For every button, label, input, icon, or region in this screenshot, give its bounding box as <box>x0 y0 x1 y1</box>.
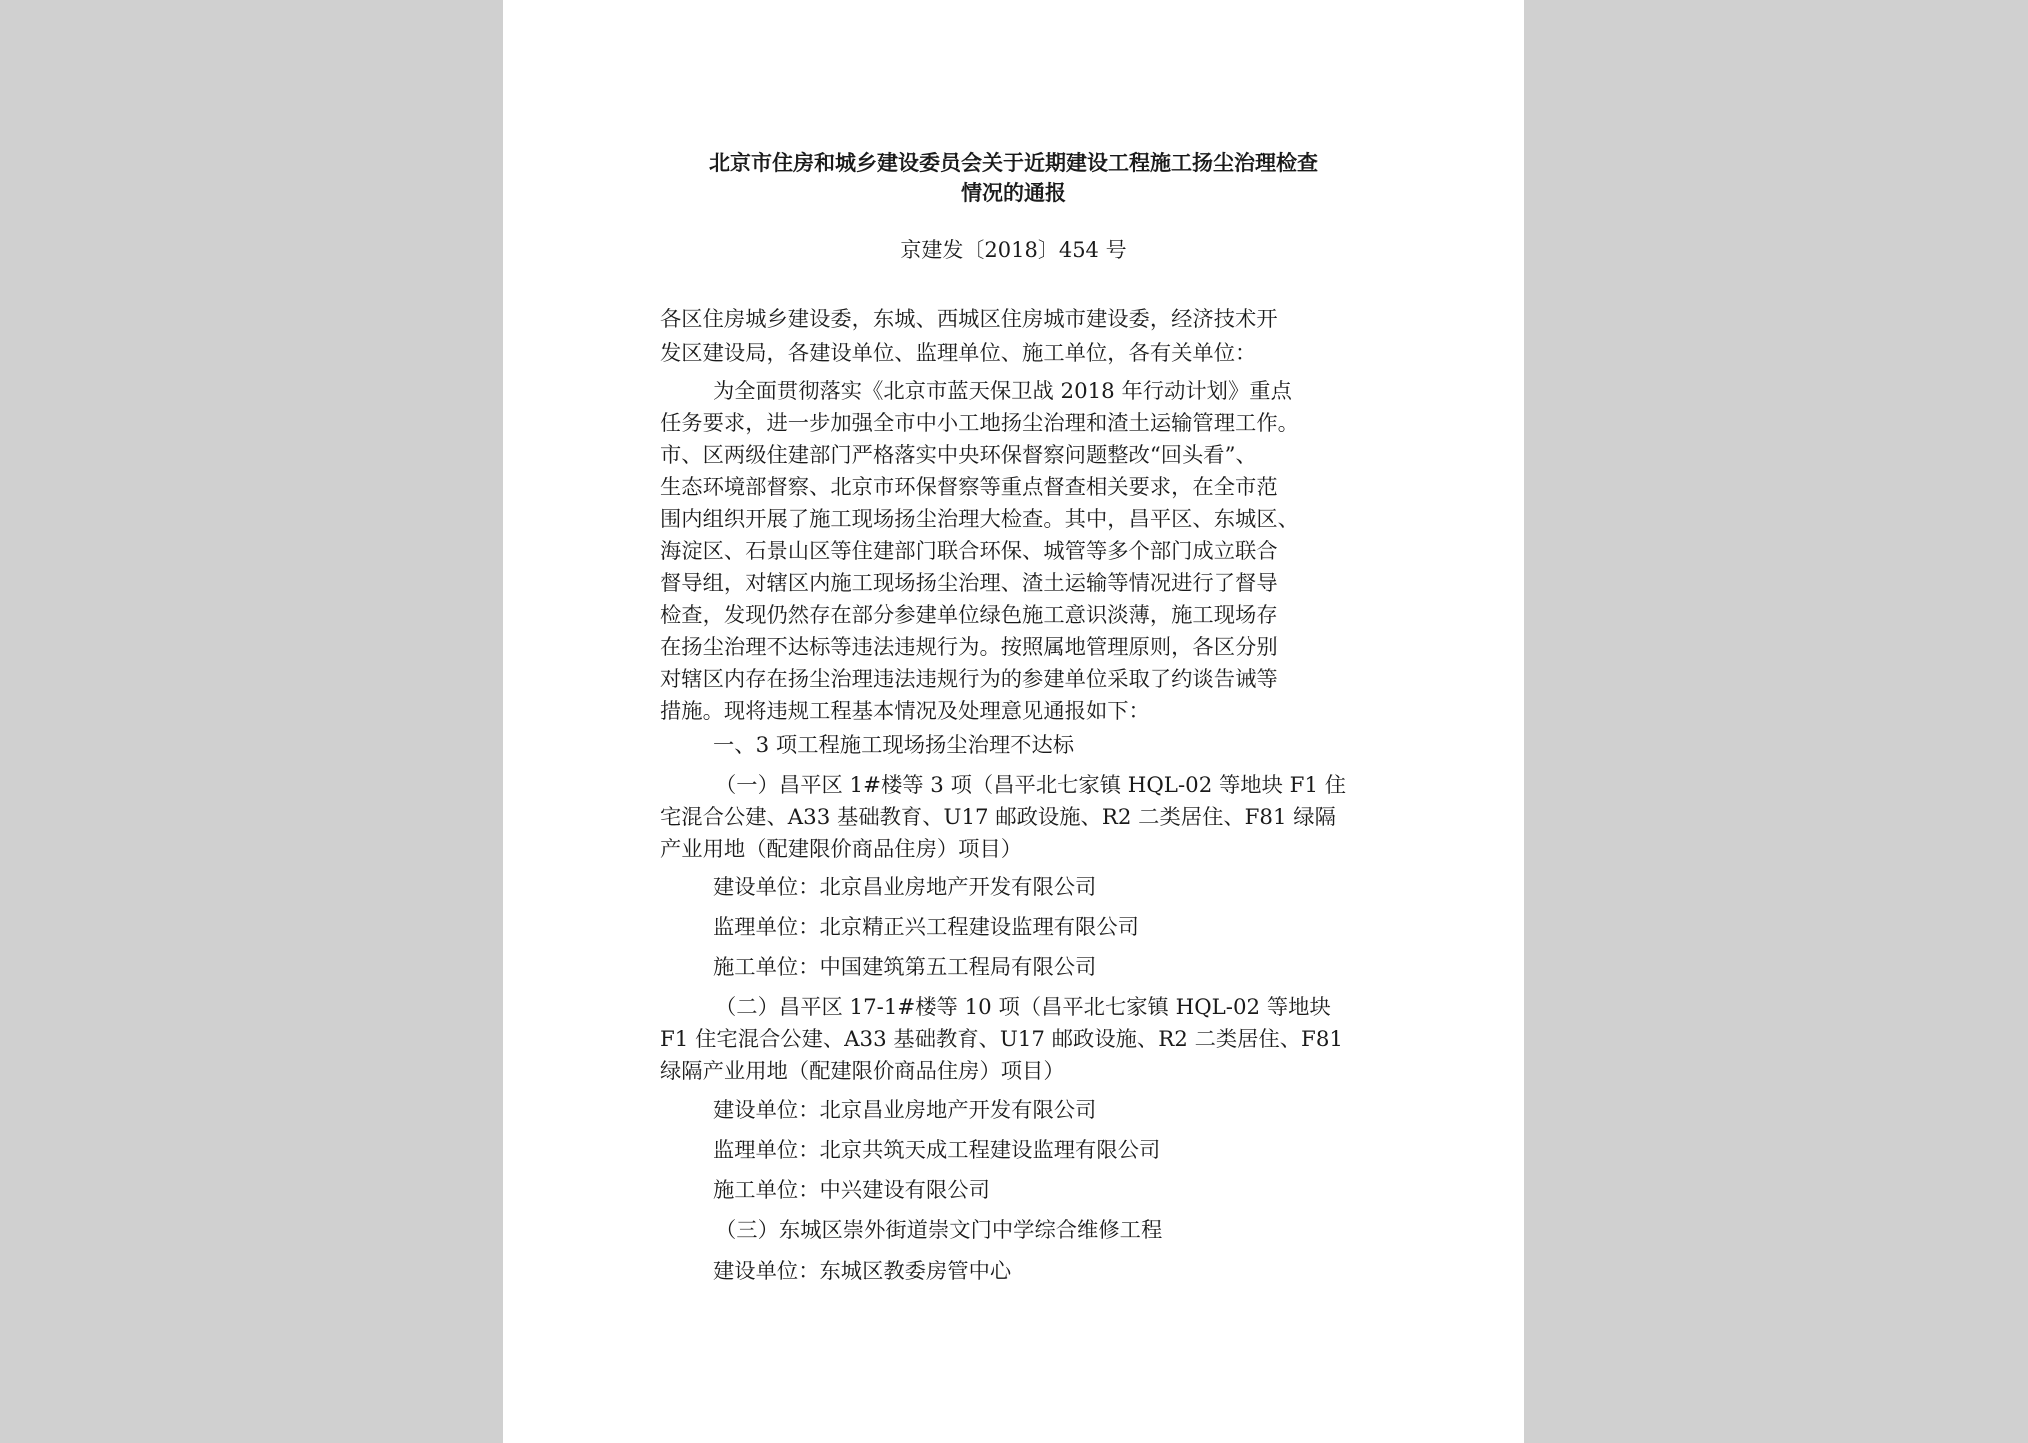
body-line: 检查，发现仍然存在部分参建单位绿色施工意识淡薄，施工现场存 <box>660 603 1278 628</box>
body-line: 围内组织开展了施工现场扬尘治理大检查。其中，昌平区、东城区、 <box>660 507 1299 532</box>
body-line: 措施。现将违规工程基本情况及处理意见通报如下： <box>660 699 1150 724</box>
document-number: 京建发〔2018〕454 号 <box>900 238 1127 262</box>
unit-line: 建设单位：北京昌业房地产开发有限公司 <box>713 1098 1097 1123</box>
unit-line: 施工单位：中兴建设有限公司 <box>713 1178 990 1203</box>
document-title-line-2: 情况的通报 <box>961 180 1066 205</box>
salutation-line-1: 各区住房城乡建设委，东城、西城区住房城市建设委，经济技术开 <box>660 307 1278 332</box>
unit-line: 施工单位：中国建筑第五工程局有限公司 <box>713 955 1097 980</box>
body-line: 在扬尘治理不达标等违法违规行为。按照属地管理原则，各区分别 <box>660 635 1278 660</box>
project-line: 绿隔产业用地（配建限价商品住房）项目） <box>660 1059 1065 1084</box>
document-title-line-1: 北京市住房和城乡建设委员会关于近期建设工程施工扬尘治理检查 <box>709 150 1318 175</box>
project-line: （一）昌平区 1#楼等 3 项（昌平北七家镇 HQL-02 等地块 F1 住 <box>715 773 1347 798</box>
body-line: 市、区两级住建部门严格落实中央环保督察问题整改“回头看”、 <box>660 443 1257 468</box>
unit-line: 建设单位：东城区教委房管中心 <box>713 1259 1012 1284</box>
unit-line: 监理单位：北京精正兴工程建设监理有限公司 <box>713 915 1139 940</box>
project-line: 产业用地（配建限价商品住房）项目） <box>660 837 1023 862</box>
project-line: （三）东城区崇外街道崇文门中学综合维修工程 <box>715 1218 1163 1243</box>
unit-line: 建设单位：北京昌业房地产开发有限公司 <box>713 875 1097 900</box>
project-line: 宅混合公建、A33 基础教育、U17 邮政设施、R2 二类居住、F81 绿隔 <box>660 805 1336 830</box>
body-line: 任务要求，进一步加强全市中小工地扬尘治理和渣土运输管理工作。 <box>660 411 1299 436</box>
body-line: 对辖区内存在扬尘治理违法违规行为的参建单位采取了约谈告诫等 <box>660 667 1278 692</box>
project-line: F1 住宅混合公建、A33 基础教育、U17 邮政设施、R2 二类居住、F81 <box>660 1027 1343 1052</box>
project-line: （二）昌平区 17-1#楼等 10 项（昌平北七家镇 HQL-02 等地块 <box>715 995 1331 1020</box>
section-heading: 一、3 项工程施工现场扬尘治理不达标 <box>713 733 1075 758</box>
body-line: 生态环境部督察、北京市环保督察等重点督查相关要求，在全市范 <box>660 475 1278 500</box>
body-line: 海淀区、石景山区等住建部门联合环保、城管等多个部门成立联合 <box>660 539 1278 564</box>
body-line: 督导组，对辖区内施工现场扬尘治理、渣土运输等情况进行了督导 <box>660 571 1278 596</box>
body-line: 为全面贯彻落实《北京市蓝天保卫战 2018 年行动计划》重点 <box>713 379 1292 404</box>
unit-line: 监理单位：北京共筑天成工程建设监理有限公司 <box>713 1138 1161 1163</box>
document-page <box>503 0 1524 1443</box>
salutation-line-2: 发区建设局，各建设单位、监理单位、施工单位，各有关单位： <box>660 341 1257 366</box>
